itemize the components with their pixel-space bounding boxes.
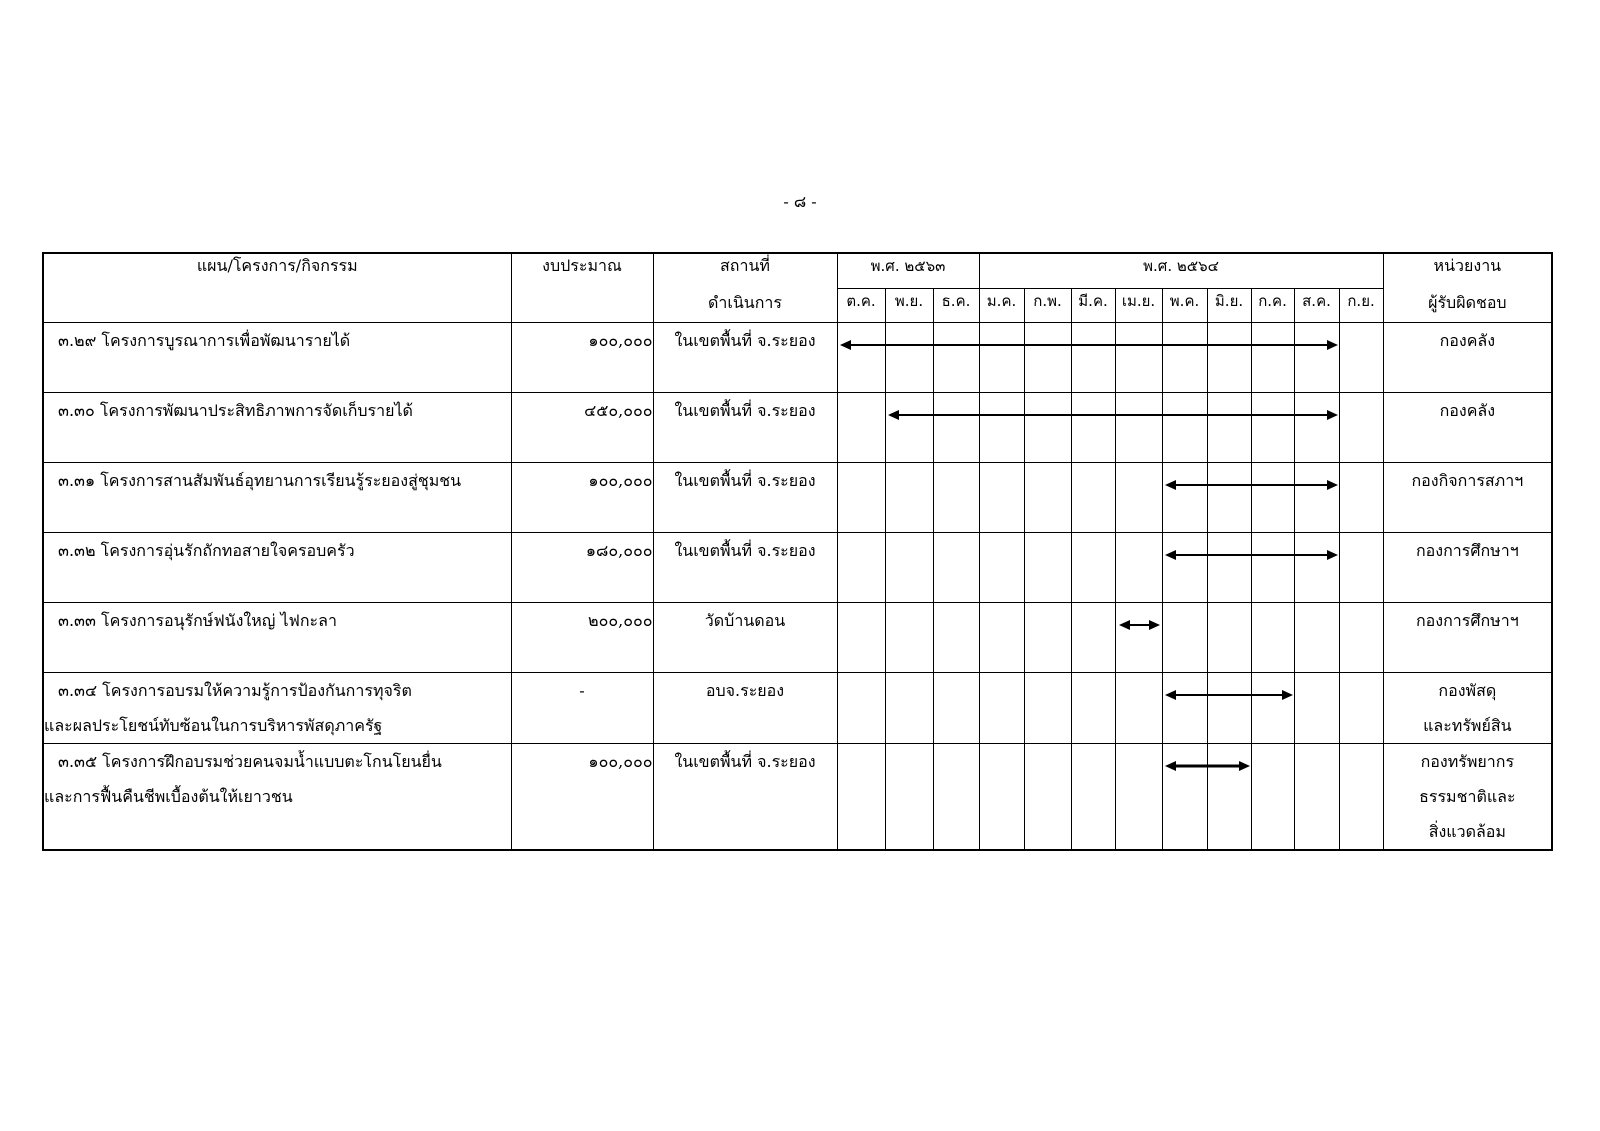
month-cell [933, 743, 979, 850]
month-cell [1294, 322, 1339, 392]
month-cell [933, 392, 979, 462]
place-cell [653, 743, 837, 850]
header-unit [1383, 253, 1552, 322]
month-cell [979, 392, 1024, 462]
month-cell [1207, 392, 1251, 462]
plan-table [42, 252, 1553, 851]
month-cell [1251, 392, 1294, 462]
month-cell [1024, 602, 1071, 672]
activity-name: ๓.๓๔ โครงการอบรมให้ความรู้การป้องกันการทุจริต [58, 680, 412, 700]
header-year-1: พ.ศ. ๒๕๖๓ [837, 253, 979, 288]
month-cell [1207, 532, 1251, 602]
unit-cell [1383, 532, 1552, 602]
month-cell [1071, 322, 1115, 392]
month-cell [1339, 392, 1383, 462]
month-cell [1251, 602, 1294, 672]
month-cell [885, 602, 933, 672]
month-cell [1251, 672, 1294, 743]
place-value: ในเขตพื้นที่ จ.ระยอง [674, 751, 816, 771]
month-cell [1251, 743, 1294, 850]
activity-name-continued: และผลประโยชน์ทับซ้อนในการบริหารพัสดุภาครัฐ [44, 715, 383, 735]
month-cell [979, 462, 1024, 532]
month-header: ม.ค. [979, 288, 1024, 322]
month-cell [979, 322, 1024, 392]
unit-cell [1383, 322, 1552, 392]
activity-cell [43, 392, 511, 462]
month-cell [837, 532, 885, 602]
month-cell [837, 672, 885, 743]
activity-cell [43, 322, 511, 392]
budget-cell [511, 532, 653, 602]
month-header: มิ.ย. [1207, 288, 1251, 322]
header-budget-label: งบประมาณ [542, 256, 622, 275]
place-value: ในเขตพื้นที่ จ.ระยอง [674, 470, 816, 490]
month-header: พ.ย. [885, 288, 933, 322]
place-cell [653, 532, 837, 602]
budget-cell [511, 672, 653, 743]
place-value: อบจ.ระยอง [705, 680, 785, 700]
table-row [43, 462, 1552, 532]
budget-value: - [579, 680, 585, 700]
month-cell [979, 672, 1024, 743]
month-header: ก.พ. [1024, 288, 1071, 322]
month-cell [1207, 672, 1251, 743]
place-value: ในเขตพื้นที่ จ.ระยอง [674, 540, 816, 560]
month-cell [1024, 322, 1071, 392]
activity-cell [43, 462, 511, 532]
header-place-line1: สถานที่ [720, 256, 770, 275]
month-cell [1115, 462, 1162, 532]
month-cell [1162, 743, 1207, 850]
month-cell [1251, 322, 1294, 392]
month-cell [837, 392, 885, 462]
month-header: ต.ค. [837, 288, 885, 322]
budget-value: ๑๐๐,๐๐๐ [588, 470, 653, 490]
unit-name: กองพัสดุ [1438, 680, 1497, 700]
header-year-2: พ.ศ. ๒๕๖๔ [979, 253, 1383, 288]
month-cell [1251, 462, 1294, 532]
month-cell [933, 672, 979, 743]
month-cell [1024, 672, 1071, 743]
header-place [653, 253, 837, 322]
place-value: วัดบ้านดอน [704, 610, 786, 630]
month-cell [885, 743, 933, 850]
activity-name: ๓.๓๓ โครงการอนุรักษ์ฟนังใหญ่ ไฟกะลา [58, 610, 337, 630]
month-cell [1339, 322, 1383, 392]
month-cell [1207, 322, 1251, 392]
unit-name: ธรรมชาติและ [1419, 786, 1516, 806]
header-activity-label: แผน/โครงการ/กิจกรรม [196, 256, 358, 275]
month-cell [1071, 672, 1115, 743]
month-cell [1294, 743, 1339, 850]
header-budget [511, 253, 653, 322]
month-cell [1162, 392, 1207, 462]
month-cell [1071, 743, 1115, 850]
month-cell [1162, 532, 1207, 602]
month-cell [1294, 602, 1339, 672]
table-row [43, 392, 1552, 462]
month-cell [1115, 392, 1162, 462]
month-cell [1162, 462, 1207, 532]
month-cell [1339, 602, 1383, 672]
month-cell [1294, 462, 1339, 532]
month-cell [1115, 322, 1162, 392]
unit-name: กองการศึกษาฯ [1415, 610, 1519, 630]
activity-cell [43, 602, 511, 672]
month-header: เม.ย. [1115, 288, 1162, 322]
place-cell [653, 602, 837, 672]
month-cell [837, 462, 885, 532]
unit-cell [1383, 462, 1552, 532]
month-cell [1207, 743, 1251, 850]
activity-name: ๓.๓๑ โครงการสานสัมพันธ์อุทยานการเรียนรู้ระยองสู่ชุมชน [58, 470, 462, 490]
month-cell [1071, 462, 1115, 532]
month-cell [885, 532, 933, 602]
month-cell [933, 462, 979, 532]
budget-value: ๑๐๐,๐๐๐ [588, 330, 653, 350]
activity-name: ๓.๒๙ โครงการบูรณาการเพื่อพัฒนารายได้ [58, 330, 351, 350]
month-cell [1294, 392, 1339, 462]
budget-cell [511, 392, 653, 462]
place-cell [653, 322, 837, 392]
activity-name: ๓.๓๕ โครงการฝึกอบรมช่วยคนจมน้ำแบบตะโกนโยนยื่น [58, 751, 442, 771]
month-header: ก.ย. [1339, 288, 1383, 322]
place-cell [653, 462, 837, 532]
budget-cell [511, 462, 653, 532]
place-value: ในเขตพื้นที่ จ.ระยอง [674, 330, 816, 350]
place-cell [653, 392, 837, 462]
activity-name: ๓.๓๒ โครงการอุ่นรักถักทอสายใจครอบครัว [58, 540, 355, 560]
month-cell [1339, 462, 1383, 532]
month-cell [1162, 322, 1207, 392]
unit-cell [1383, 743, 1552, 850]
budget-value: ๒๐๐,๐๐๐ [588, 610, 653, 630]
month-cell [1115, 743, 1162, 850]
table-row [43, 743, 1552, 850]
header-unit-line2: ผู้รับผิดชอบ [1428, 293, 1507, 312]
activity-name: ๓.๓๐ โครงการพัฒนาประสิทธิภาพการจัดเก็บรายได้ [58, 400, 413, 420]
month-header: มี.ค. [1071, 288, 1115, 322]
budget-value: ๔๕๐,๐๐๐ [584, 400, 653, 420]
header-row-top [43, 253, 1552, 288]
unit-name: กองคลัง [1439, 400, 1496, 420]
budget-cell [511, 743, 653, 850]
month-cell [1339, 743, 1383, 850]
budget-value: ๑๘๐,๐๐๐ [585, 540, 653, 560]
table-row [43, 672, 1552, 743]
month-cell [885, 462, 933, 532]
budget-value: ๑๐๐,๐๐๐ [588, 751, 653, 771]
place-cell [653, 672, 837, 743]
activity-cell [43, 672, 511, 743]
month-cell [1024, 532, 1071, 602]
month-cell [1024, 462, 1071, 532]
month-cell [1024, 743, 1071, 850]
month-cell [837, 322, 885, 392]
unit-name: กองทรัพยากร [1420, 751, 1515, 771]
month-cell [1207, 462, 1251, 532]
activity-cell [43, 532, 511, 602]
month-cell [1071, 602, 1115, 672]
arrowhead-left [840, 340, 851, 350]
unit-name: กองกิจการสภาฯ [1411, 470, 1524, 490]
month-cell [1071, 532, 1115, 602]
month-cell [933, 602, 979, 672]
month-cell [885, 322, 933, 392]
activity-cell [43, 743, 511, 850]
month-cell [885, 672, 933, 743]
table-row [43, 322, 1552, 392]
month-cell [979, 602, 1024, 672]
place-value: ในเขตพื้นที่ จ.ระยอง [674, 400, 816, 420]
month-cell [933, 322, 979, 392]
month-cell [1162, 602, 1207, 672]
month-cell [1251, 532, 1294, 602]
month-header: ธ.ค. [933, 288, 979, 322]
budget-cell [511, 602, 653, 672]
unit-name: กองคลัง [1439, 330, 1496, 350]
table-row [43, 532, 1552, 602]
month-header: ส.ค. [1294, 288, 1339, 322]
month-cell [979, 532, 1024, 602]
table-row [43, 602, 1552, 672]
month-cell [837, 743, 885, 850]
month-cell [837, 602, 885, 672]
month-cell [933, 532, 979, 602]
month-cell [1339, 672, 1383, 743]
unit-name: กองการศึกษาฯ [1415, 540, 1519, 560]
budget-cell [511, 322, 653, 392]
month-header: พ.ค. [1162, 288, 1207, 322]
month-cell [1207, 602, 1251, 672]
month-cell [1294, 532, 1339, 602]
header-unit-line1: หน่วยงาน [1433, 256, 1502, 275]
month-cell [1339, 532, 1383, 602]
month-cell [1024, 392, 1071, 462]
page-number: - ๘ - [783, 192, 817, 211]
header-activity [43, 253, 511, 322]
unit-cell [1383, 602, 1552, 672]
month-cell [1071, 392, 1115, 462]
month-cell [1115, 602, 1162, 672]
month-cell [885, 392, 933, 462]
month-cell [1162, 672, 1207, 743]
unit-cell [1383, 392, 1552, 462]
unit-name: สิ่งแวดล้อม [1428, 821, 1506, 841]
month-cell [1115, 532, 1162, 602]
header-place-line2: ดำเนินการ [708, 293, 782, 312]
month-cell [979, 743, 1024, 850]
unit-name: และทรัพย์สิน [1423, 715, 1512, 735]
month-cell [1294, 672, 1339, 743]
activity-name-continued: และการฟื้นคืนชีพเบื้องต้นให้เยาวชน [44, 786, 293, 806]
unit-cell [1383, 672, 1552, 743]
month-header: ก.ค. [1251, 288, 1294, 322]
month-cell [1115, 672, 1162, 743]
